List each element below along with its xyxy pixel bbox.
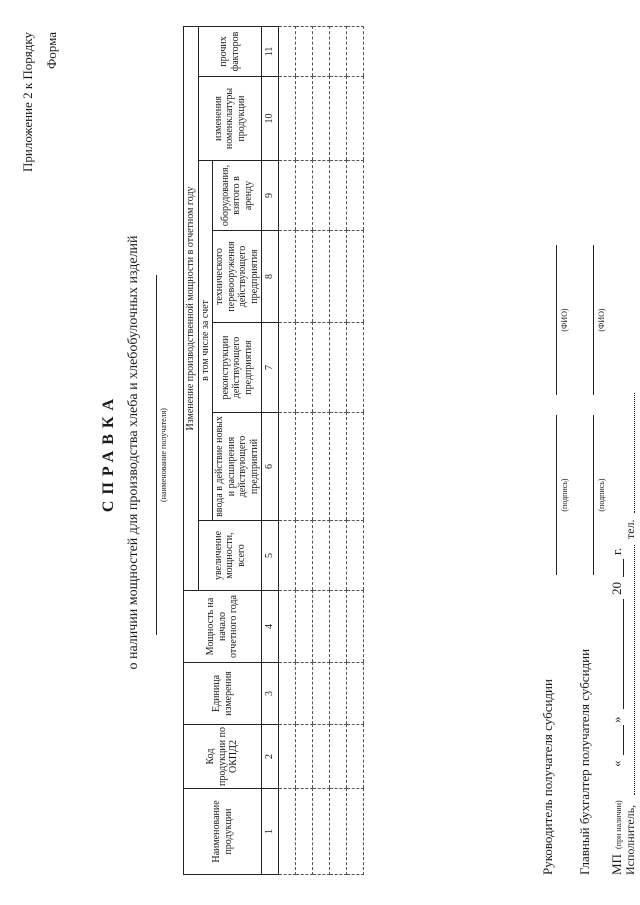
phone-line[interactable] bbox=[634, 393, 635, 513]
column-number: 5 bbox=[262, 521, 279, 591]
stamp-note: (при наличии) bbox=[614, 800, 623, 849]
column-number: 9 bbox=[262, 161, 279, 231]
column-number: 10 bbox=[262, 77, 279, 161]
accountant-signature-caption: (подпись) bbox=[597, 478, 606, 512]
column-number: 4 bbox=[262, 591, 279, 663]
header-other-factors: прочих факторов bbox=[198, 26, 262, 76]
head-name-caption: (ФИО) bbox=[560, 308, 569, 332]
column-number: 1 bbox=[262, 789, 279, 875]
header-increase-total: увеличение мощности, всего bbox=[198, 521, 262, 591]
column-number: 7 bbox=[262, 323, 279, 413]
date-year-prefix: 20 bbox=[609, 582, 624, 595]
header-new-commissioning: ввода в действие новых и расширения действующего предприятий bbox=[213, 413, 262, 521]
header-reequipment: технического перевооружения действующего предприятия bbox=[213, 231, 262, 323]
header-product-code: Код продукции по ОКПД2 bbox=[184, 725, 262, 789]
date-close-quote: » bbox=[609, 716, 624, 723]
head-signature-caption: (подпись) bbox=[560, 478, 569, 512]
accountant-name-caption: (ФИО) bbox=[597, 308, 606, 332]
date-open-quote: « bbox=[609, 760, 624, 767]
header-capacity-start: Мощность на начало отчетного года bbox=[184, 591, 262, 663]
header-capacity-change: Изменение производственной мощности в отчетном году bbox=[184, 26, 199, 590]
document-title: СПРАВКА bbox=[100, 392, 117, 513]
document-subtitle: о наличии мощностей для производства хлеба и хлебобулочных изделий bbox=[126, 235, 141, 670]
recipient-caption: (наименование получателя) bbox=[159, 408, 168, 502]
header-nomenclature-change: изменения номенклатуры продукции bbox=[198, 77, 262, 161]
appendix-label: Приложение 2 к Порядку bbox=[20, 32, 35, 172]
stamp-label: МП bbox=[609, 854, 624, 875]
executor-label: Исполнитель, bbox=[623, 804, 637, 875]
date-year-suffix: г. bbox=[609, 547, 624, 555]
column-number: 11 bbox=[262, 26, 279, 76]
header-including: в том числе за счет bbox=[198, 161, 213, 521]
column-number: 3 bbox=[262, 663, 279, 725]
form-label: Форма bbox=[44, 32, 59, 69]
column-number: 6 bbox=[262, 413, 279, 521]
phone-label: тел. bbox=[623, 519, 637, 539]
column-number: 8 bbox=[262, 231, 279, 323]
accountant-label: Главный бухгалтер получателя субсидии bbox=[577, 648, 592, 875]
header-leased-equipment: оборудования, взятого в аренду bbox=[213, 161, 262, 231]
header-unit: Единица измерения bbox=[184, 663, 262, 725]
header-product-name: Наименование продукции bbox=[184, 789, 262, 875]
head-label: Руководитель получателя субсидии bbox=[540, 679, 555, 875]
column-number: 2 bbox=[262, 725, 279, 789]
header-reconstruction: реконструкции действующего предприятия bbox=[213, 323, 262, 413]
executor-line[interactable] bbox=[634, 545, 635, 795]
